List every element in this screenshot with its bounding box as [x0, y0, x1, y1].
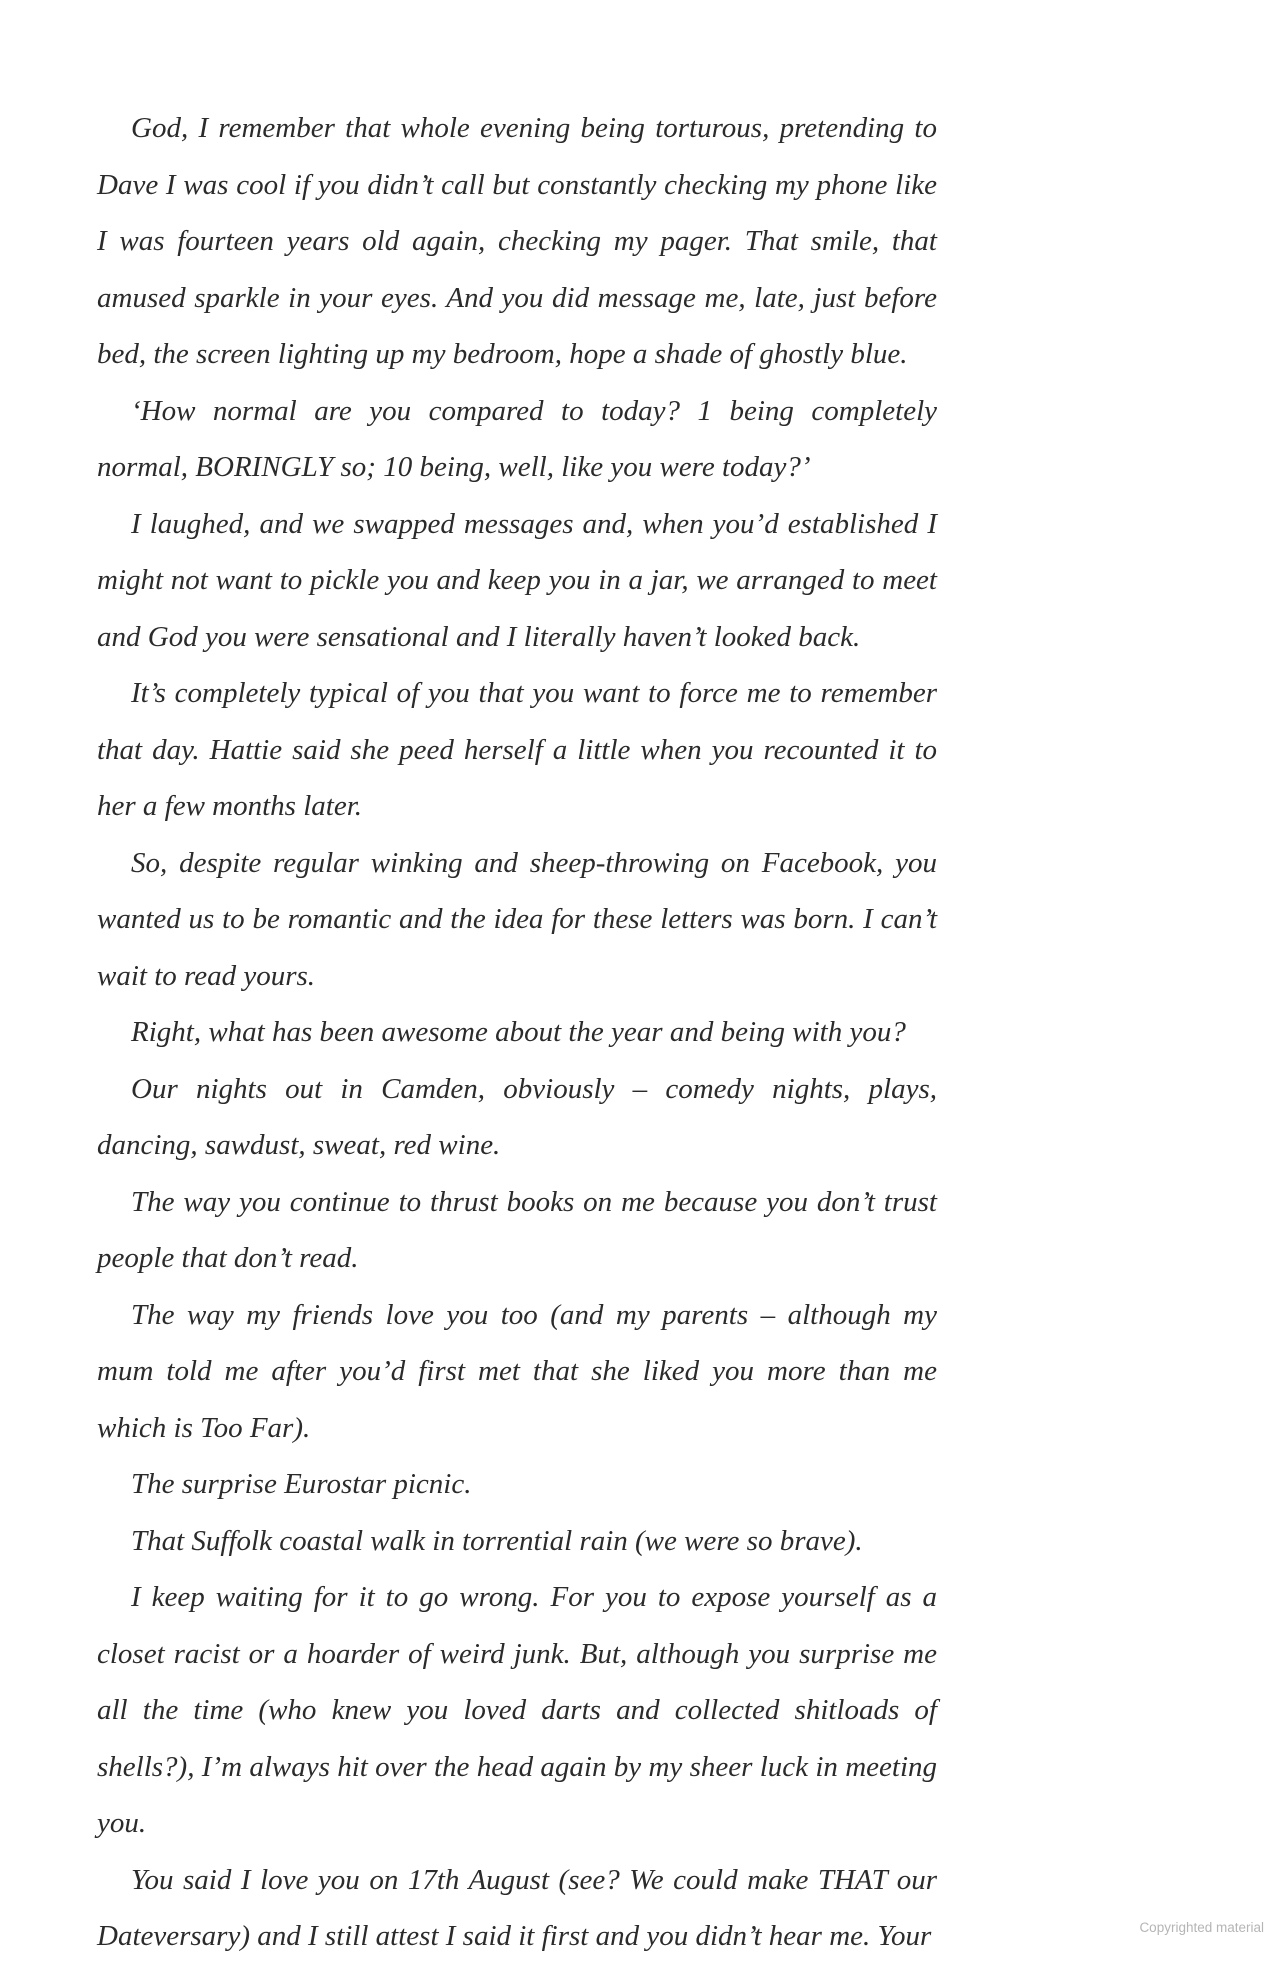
paragraph-3: I laughed, and we swapped messages and, when you’d established I might not want to pickle you and keep you in a jar, we arranged to meet and God you were sensational and I literally haven’t looked back. — [97, 507, 937, 653]
paragraph-5: So, despite regular winking and sheep-throwing on Facebook, you wanted us to be romantic and the idea for these letters was born. I can’t wait to read yours. — [97, 846, 937, 992]
paragraph-10: The surprise Eurostar picnic. — [131, 1468, 472, 1500]
paragraph-12: I keep waiting for it to go wrong. For you to expose yourself as a closet racist or a hoarder of weird junk. But, although you surprise me all the time (who knew you loved darts and collected shitloads of shells?), I’m always hit over the head again by my sheer luck in meeting you. — [97, 1581, 937, 1839]
paragraph-1: God, I remember that whole evening being torturous, pretending to Dave I was cool if you didn’t call but constantly checking my phone like I was fourteen years old again, checking my pager. That smile, that amused sparkle in your eyes. And you did message me, late, just before bed, the screen lighting up my bedroom, hope a shade of ghostly blue. — [97, 112, 937, 370]
paragraph-6: Right, what has been awesome about the year and being with you? — [131, 1016, 906, 1048]
paragraph-8: The way you continue to thrust books on me because you don’t trust people that don’t read. — [97, 1185, 937, 1274]
paragraph-2: ‘How normal are you compared to today? 1 being completely normal, BORINGLY so; 10 being, well, like you were today?’ — [97, 394, 937, 483]
paragraph-11: That Suffolk coastal walk in torrential rain (we were so brave). — [131, 1524, 863, 1557]
page-text — [97, 100, 937, 1965]
paragraph-9: The way my friends love you too (and my parents – although my mum told me after you’d first met that she liked you more than me which is Too Far). — [97, 1298, 937, 1444]
paragraph-13: You said I love you on 17th August (see? We could make THAT our Dateversary) and I still attest I said it first and you didn’t hear me. Your — [97, 1863, 937, 1952]
paragraph-7: Our nights out in Camden, obviously – comedy nights, plays, dancing, sawdust, sweat, red wine. — [97, 1072, 937, 1161]
paragraph-4: It’s completely typical of you that you want to force me to remember that day. Hattie said she peed herself a little when you recounted it to her a few months later. — [97, 677, 937, 822]
copyright-notice: Copyrighted material — [1139, 1920, 1264, 1935]
